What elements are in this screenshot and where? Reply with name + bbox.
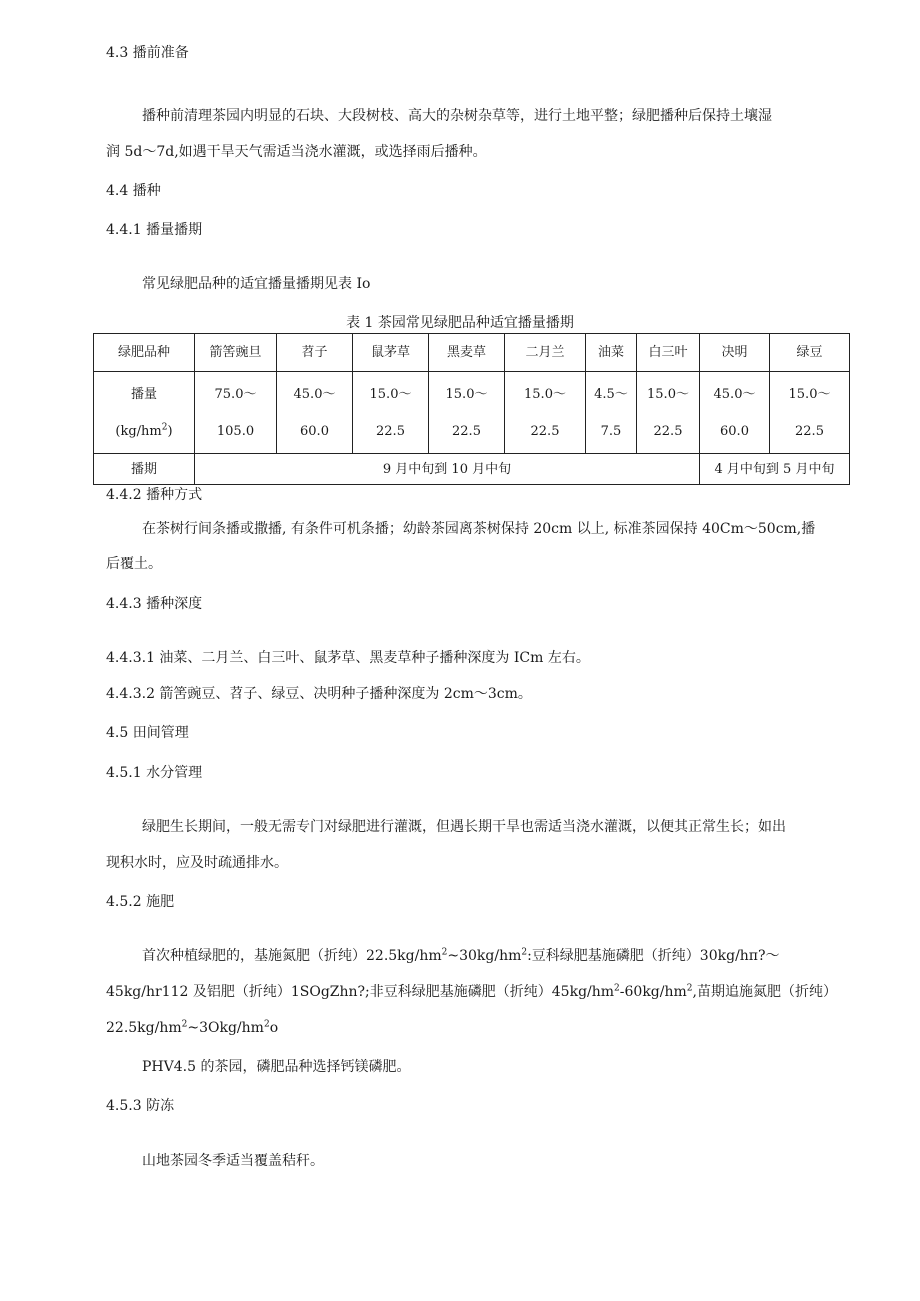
period-spring: 4 月中旬到 5 月中旬 <box>700 454 850 485</box>
paragraph-method-line2: 后覆土。 <box>106 556 162 572</box>
paragraph-frost: 山地茶园冬季适当覆盖秸秆。 <box>142 1153 324 1169</box>
rate-cell: 75.0～ 105.0 <box>195 372 277 454</box>
paragraph-prep-line1: 播种前清理茶园内明显的石块、大段树枝、高大的杂树杂草等，进行土地平整；绿肥播种后保持土壤湿 <box>142 108 772 124</box>
paragraph-prep-line2: 润 5d～7d,如遇干旱天气需适当浇水灌溉，或选择雨后播种。 <box>106 144 487 160</box>
variety-cell: 二月兰 <box>505 334 586 372</box>
section-heading-4-5-3: 4.5.3 防冻 <box>106 1098 175 1114</box>
variety-cell: 决明 <box>700 334 770 372</box>
variety-cell: 白三叶 <box>637 334 700 372</box>
paragraph-method-line1: 在茶树行间条播或撒播, 有条件可机条播；幼龄茶园离茶树保持 20cm 以上, 标准茶园保持 40Cm～50cm,播 <box>142 521 816 537</box>
section-heading-4-5-1: 4.5.1 水分管理 <box>106 765 203 781</box>
rate-cell: 4.5～ 7.5 <box>586 372 637 454</box>
rate-cell: 45.0～ 60.0 <box>277 372 353 454</box>
paragraph-fert-line1: 首次种植绿肥的，基施氮肥（折纯）$22.5kg/hm^2\sim 30kg/hm^2$:豆科绿肥基施磷肥（折纯）30kg/hπ?～ <box>142 947 780 964</box>
rate-cell: 45.0～ 60.0 <box>700 372 770 454</box>
rate-unit: $(kg/hm^2)$ <box>115 422 173 439</box>
section-heading-4-4: 4.4 播种 <box>106 183 161 199</box>
paragraph-fert-line3: $22.5kg/hm^2\sim 3Okg/hm^2o$ <box>106 1019 279 1036</box>
paragraph-water-line2: 现积水时，应及时疏通排水。 <box>106 855 288 871</box>
variety-cell: 油菜 <box>586 334 637 372</box>
rate-cell: 15.0～ 22.5 <box>429 372 505 454</box>
section-heading-4-5: 4.5 田间管理 <box>106 725 189 741</box>
section-heading-4-3: 4.3 播前准备 <box>106 45 189 61</box>
seeding-table <box>93 333 850 485</box>
variety-cell: 绿豆 <box>770 334 850 372</box>
paragraph-fert-line4: PHV4.5 的茶园，磷肥品种选择钙镁磷肥。 <box>142 1059 411 1075</box>
section-heading-4-4-1: 4.4.1 播量播期 <box>106 222 203 238</box>
paragraph-water-line1: 绿肥生长期间，一般无需专门对绿肥进行灌溉，但遇长期干旱也需适当浇水灌溉，以便其正常生长；如出 <box>142 819 786 835</box>
variety-cell: 箭筈豌旦 <box>195 334 277 372</box>
item-4-4-3-1: 4.4.3.1 油菜、二月兰、白三叶、鼠茅草、黑麦草种子播种深度为 ICm 左右。 <box>106 650 590 666</box>
period-autumn: 9 月中旬到 10 月中旬 <box>195 454 700 485</box>
rate-label-cell <box>94 372 195 454</box>
period-label: 播期 <box>94 454 195 485</box>
rate-label: 播量 <box>130 386 157 402</box>
rate-cell: 15.0～ 22.5 <box>770 372 850 454</box>
section-heading-4-4-2: 4.4.2 播种方式 <box>106 487 203 503</box>
paragraph-table-reference: 常见绿肥品种的适宜播量播期见表 Io <box>142 276 371 292</box>
variety-cell: 苕子 <box>277 334 353 372</box>
table-caption: 表 1 茶园常见绿肥品种适宜播量播期 <box>346 315 574 331</box>
section-heading-4-5-2: 4.5.2 施肥 <box>106 894 175 910</box>
rate-cell: 15.0～ 22.5 <box>353 372 429 454</box>
section-heading-4-4-3: 4.4.3 播种深度 <box>106 596 203 612</box>
header-label-variety: 绿肥品种 <box>94 334 195 372</box>
variety-cell: 黑麦草 <box>429 334 505 372</box>
table-header-row <box>94 334 850 372</box>
paragraph-fert-line2: 45kg/hr112 及铝肥（折纯）1SOgZhn?;非豆科绿肥基施磷肥（折纯）$45kg/hm^2-60kg/hm^2$,苗期追施氮肥（折纯） <box>106 983 837 1000</box>
rate-cell: 15.0～ 22.5 <box>637 372 700 454</box>
table-period-row <box>94 454 850 485</box>
variety-cell: 鼠茅草 <box>353 334 429 372</box>
table-rate-row <box>94 372 850 454</box>
rate-cell: 15.0～ 22.5 <box>505 372 586 454</box>
item-4-4-3-2: 4.4.3.2 箭筈豌豆、苕子、绿豆、决明种子播种深度为 2cm～3cm。 <box>106 686 532 702</box>
